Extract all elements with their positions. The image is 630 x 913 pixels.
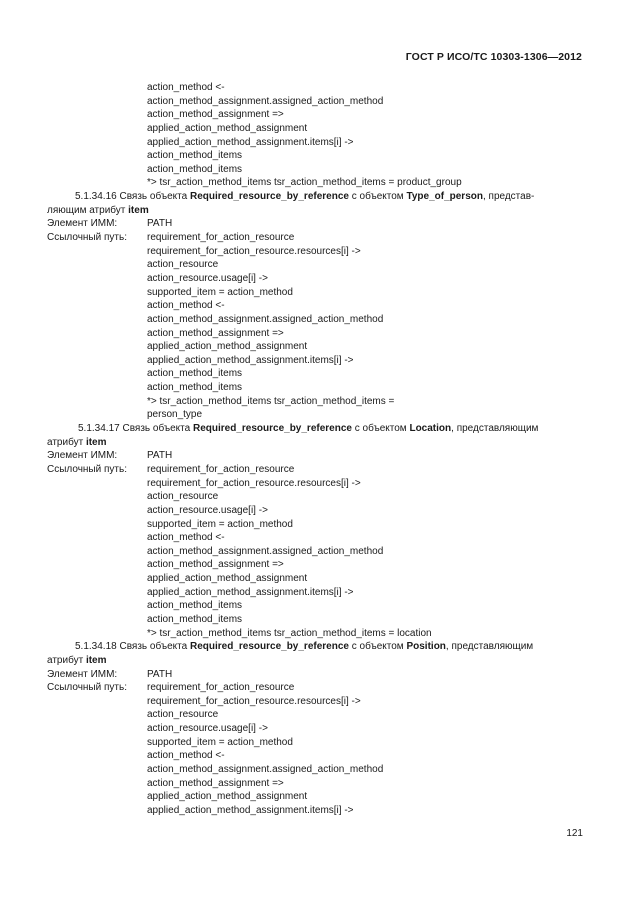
target-name: Location — [409, 423, 452, 435]
element-label: Элемент ИММ: — [47, 668, 118, 680]
page-content — [47, 81, 587, 818]
section-heading-cont — [47, 654, 587, 668]
path-line: action_method_assignment.assigned_action_method — [147, 545, 384, 557]
heading-text: атрибут — [47, 654, 86, 666]
heading-text: Связь объекта — [119, 641, 190, 653]
path-line: action_method_assignment => — [147, 327, 284, 339]
attribute-name: item — [85, 436, 107, 448]
element-value: PATH — [147, 668, 173, 680]
target-name: Type_of_person — [406, 191, 483, 203]
entity-name: Required_resource_by_reference — [189, 641, 349, 653]
path-line: action_resource — [147, 709, 219, 721]
section-5-1-34-17 — [47, 422, 587, 640]
path-line: action_method_items — [147, 150, 243, 162]
heading-text: атрибут — [47, 436, 86, 448]
path-line: requirement_for_action_resource — [147, 232, 295, 244]
heading-text: Связь объекта — [122, 423, 193, 435]
element-row — [47, 668, 587, 682]
heading-text: , представ- — [482, 191, 535, 203]
top-path-block — [47, 81, 587, 190]
attribute-name: item — [128, 204, 149, 216]
path-line: requirement_for_action_resource.resources[i] -> — [147, 477, 361, 489]
path-line: action_method_items — [147, 600, 243, 612]
path-line: action_method <- — [147, 82, 225, 93]
path-line: person_type — [147, 409, 203, 421]
path-row — [47, 231, 587, 245]
heading-text: с объектом — [348, 191, 407, 203]
section-heading — [47, 422, 587, 436]
path-line: action_method_items — [147, 382, 243, 394]
path-line: action_resource — [147, 491, 219, 503]
path-line: *> tsr_action_method_items tsr_action_method_items = product_group — [147, 177, 462, 189]
path-line: *> tsr_action_method_items tsr_action_method_items = — [147, 395, 395, 407]
element-label: Элемент ИММ: — [47, 450, 118, 462]
path-line: requirement_for_action_resource.resources[i] -> — [147, 245, 361, 257]
path-line: action_resource.usage[i] -> — [147, 272, 268, 284]
path-line: action_method_assignment.assigned_action_method — [147, 313, 384, 325]
section-5-1-34-16 — [47, 190, 587, 422]
path-line: action_method_assignment => — [147, 559, 284, 571]
path-label: Ссылочный путь: — [47, 232, 127, 244]
section-heading-cont — [47, 436, 587, 450]
heading-text: с объектом — [348, 641, 407, 653]
path-line: action_resource — [147, 259, 219, 271]
heading-text: , представляющим — [451, 423, 539, 435]
heading-text: с объектом — [351, 423, 410, 435]
element-label: Элемент ИММ: — [47, 218, 118, 230]
section-number: 5.1.34.17 — [78, 423, 120, 435]
path-line: applied_action_method_assignment — [147, 122, 308, 134]
path-label: Ссылочный путь: — [47, 463, 127, 475]
path-line: supported_item = action_method — [147, 286, 293, 298]
path-line: action_method_assignment.assigned_action_method — [147, 764, 384, 776]
heading-text: , представляющим — [445, 641, 534, 653]
element-row — [47, 217, 587, 231]
target-name: Position — [406, 641, 446, 653]
path-line: action_method_items — [147, 613, 243, 625]
path-line: action_method_items — [147, 368, 243, 380]
path-line: action_resource.usage[i] -> — [147, 723, 268, 735]
path-line: requirement_for_action_resource — [147, 463, 295, 475]
section-heading-cont — [47, 204, 587, 218]
heading-text: ляющим атрибут — [47, 204, 129, 216]
entity-name: Required_resource_by_reference — [192, 423, 352, 435]
entity-name: Required_resource_by_reference — [189, 191, 349, 203]
path-line: requirement_for_action_resource.resources[i] -> — [147, 695, 361, 707]
path-line: action_method <- — [147, 532, 225, 544]
section-number: 5.1.34.18 — [75, 641, 117, 653]
path-line: supported_item = action_method — [147, 736, 293, 748]
path-line: applied_action_method_assignment.items[i] -> — [147, 804, 354, 816]
path-line: action_method_assignment => — [147, 109, 284, 121]
path-row — [47, 681, 587, 695]
path-line: *> tsr_action_method_items tsr_action_method_items = location — [147, 627, 432, 639]
path-line: applied_action_method_assignment — [147, 341, 308, 353]
section-heading — [47, 640, 587, 654]
path-line: action_resource.usage[i] -> — [147, 504, 268, 516]
element-value: PATH — [147, 450, 173, 462]
section-5-1-34-18 — [47, 640, 587, 817]
element-value: PATH — [147, 218, 173, 230]
attribute-name: item — [85, 654, 107, 666]
path-line: action_method_items — [147, 163, 243, 175]
section-heading — [47, 190, 587, 204]
page-number: 121 — [566, 828, 583, 839]
section-number: 5.1.34.16 — [75, 191, 117, 203]
path-line: action_method_assignment => — [147, 777, 284, 789]
path-line: action_method_assignment.assigned_action_method — [147, 95, 384, 107]
element-row — [47, 449, 587, 463]
path-line: applied_action_method_assignment — [147, 573, 308, 585]
path-line: requirement_for_action_resource — [147, 682, 295, 694]
path-label: Ссылочный путь: — [47, 682, 127, 694]
path-line: applied_action_method_assignment.items[i] -> — [147, 354, 354, 366]
path-row — [47, 463, 587, 477]
path-line: action_method <- — [147, 300, 225, 312]
path-line: applied_action_method_assignment.items[i] -> — [147, 136, 354, 148]
path-line: applied_action_method_assignment.items[i] -> — [147, 586, 354, 598]
path-line: supported_item = action_method — [147, 518, 293, 530]
path-line: action_method <- — [147, 750, 225, 762]
path-line: applied_action_method_assignment — [147, 791, 308, 803]
document-header: ГОСТ Р ИСО/ТС 10303-1306—2012 — [405, 51, 582, 63]
heading-text: Связь объекта — [119, 191, 190, 203]
